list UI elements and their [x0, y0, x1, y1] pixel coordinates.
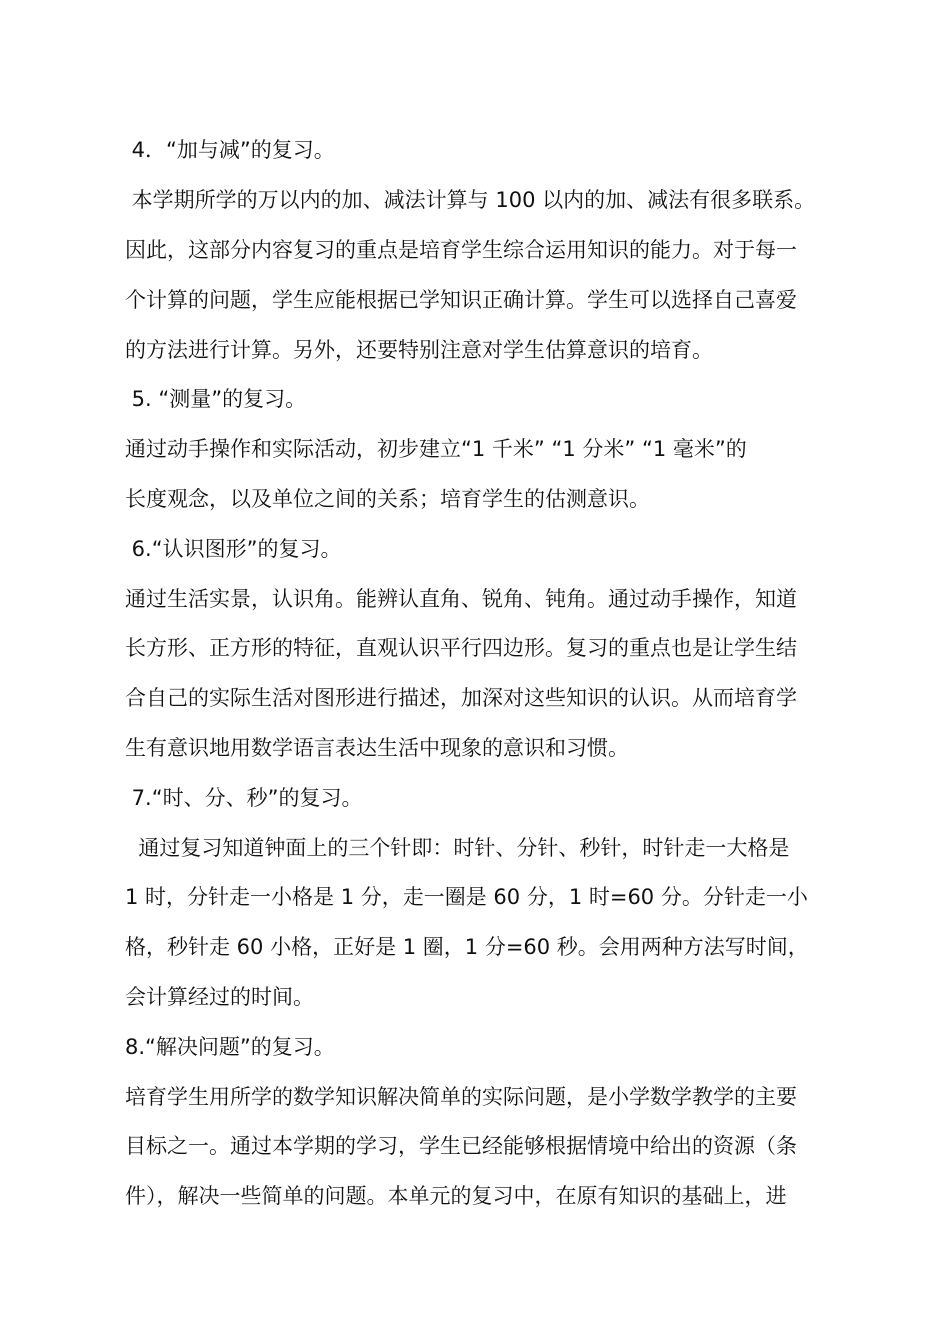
paragraph-line: 通过动手操作和实际活动，初步建立“1 千米” “1 分米” “1 毫米”的: [125, 437, 747, 461]
paragraph-line: 1 时，分针走一小格是 1 分，走一圈是 60 分，1 时=60 分。分针走一小: [125, 885, 808, 909]
paragraph-line: 个计算的问题，学生应能根据已学知识正确计算。学生可以选择自己喜爱: [125, 288, 797, 312]
paragraph-line: 通过复习知道钟面上的三个针即：时针、分针、秒针，时针走一大格是: [125, 836, 790, 860]
paragraph-line: 因此，这部分内容复习的重点是培育学生综合运用知识的能力。对于每一: [125, 238, 797, 262]
paragraph-line: 件），解决一些简单的问题。本单元的复习中，在原有知识的基础上，进: [125, 1184, 787, 1208]
paragraph-line: 长度观念，以及单位之间的关系；培育学生的估测意识。: [125, 487, 650, 511]
paragraph-line: 培育学生用所学的数学知识解决简单的实际问题，是小学数学教学的主要: [125, 1085, 797, 1109]
paragraph-line: 本学期所学的万以内的加、减法计算与 100 以内的加、减法有很多联系。: [125, 188, 816, 212]
section-heading-add-subtract: 4．“加与减”的复习。: [125, 138, 335, 162]
section-heading-shapes: 6.“认识图形”的复习。: [125, 537, 342, 561]
section-heading-measurement: 5. “测量”的复习。: [125, 387, 307, 411]
paragraph-line: 合自己的实际生活对图形进行描述，加深对这些知识的认识。从而培育学: [125, 686, 797, 710]
paragraph-line: 格，秒针走 60 小格，正好是 1 圈，1 分=60 秒。会用两种方法写时间，: [125, 935, 809, 959]
paragraph-line: 的方法进行计算。另外，还要特别注意对学生估算意识的培育。: [125, 338, 713, 362]
paragraph-line: 目标之一。通过本学期的学习，学生已经能够根据情境中给出的资源（条: [125, 1134, 797, 1158]
paragraph-line: 会计算经过的时间。: [125, 985, 314, 1009]
section-heading-problem-solving: 8.“解决问题”的复习。: [125, 1035, 335, 1059]
section-heading-time: 7.“时、分、秒”的复习。: [125, 786, 363, 810]
paragraph-line: 长方形、正方形的特征，直观认识平行四边形。复习的重点也是让学生结: [125, 636, 797, 660]
paragraph-line: 通过生活实景，认识角。能辨认直角、锐角、钝角。通过动手操作，知道: [125, 587, 797, 611]
paragraph-line: 生有意识地用数学语言表达生活中现象的意识和习惯。: [125, 736, 629, 760]
